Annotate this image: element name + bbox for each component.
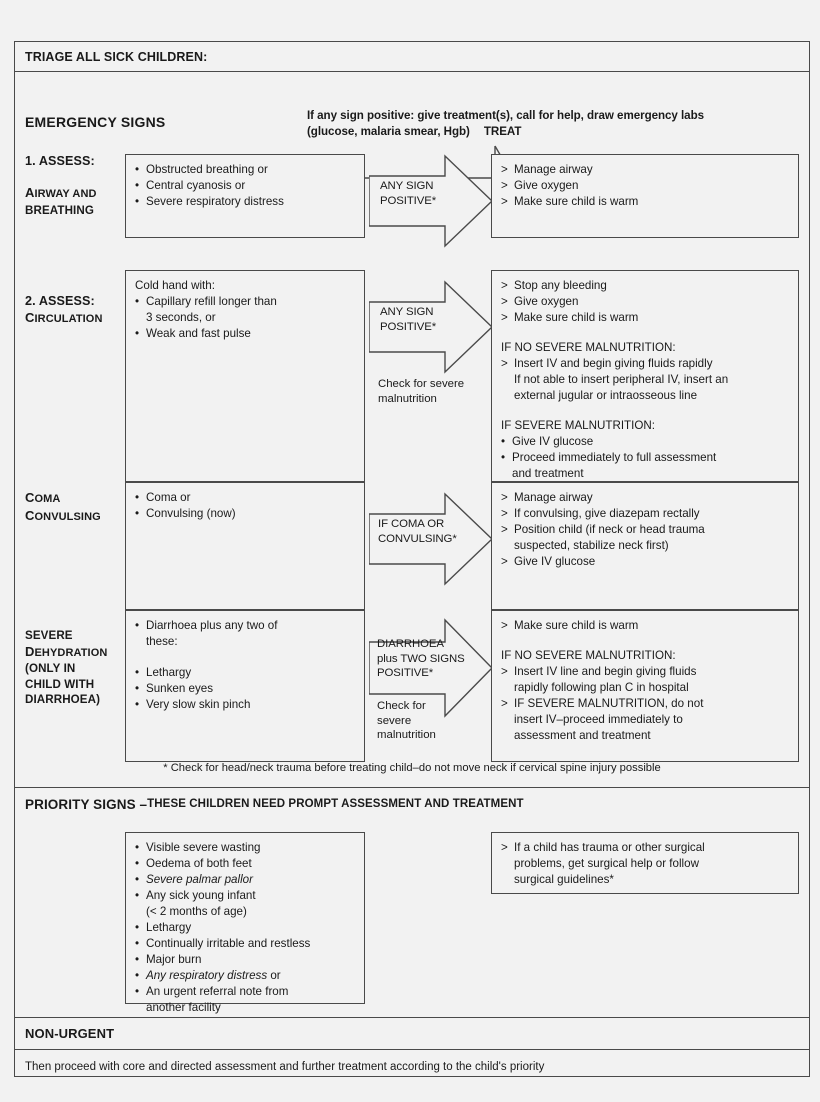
treat-note-line2: (glucose, malaria smear, Hgb) xyxy=(307,124,470,138)
emergency-signs-section xyxy=(15,72,809,788)
airway-treatment-list xyxy=(501,162,790,210)
list-item: • Severe respiratory distress xyxy=(135,194,356,210)
coma-treatment-list xyxy=(501,490,790,570)
list-item: • Major burn xyxy=(135,952,356,968)
list-item: > IF SEVERE MALNUTRITION, do not xyxy=(501,696,790,712)
list-item: > Make sure child is warm xyxy=(501,194,790,210)
list-item: • Central cyanosis or xyxy=(135,178,356,194)
treatment-box-circulation xyxy=(491,270,799,482)
list-item: > If convulsing, give diazepam rectally xyxy=(501,506,790,522)
priority-title-lead: PRIORITY SIGNS – xyxy=(25,796,148,812)
list-item: • Visible severe wasting xyxy=(135,840,356,856)
treatment-box-airway-breathing xyxy=(491,154,799,238)
list-item: rapidly following plan C in hospital xyxy=(514,681,689,694)
list-item: these: xyxy=(146,635,178,648)
priority-title-tail: THESE CHILDREN NEED PROMPT ASSESSMENT AND TREATMENT xyxy=(147,798,524,810)
priority-title-bar xyxy=(15,788,809,820)
arrow-label-any-sign-positive-2: ANY SIGN POSITIVE* xyxy=(380,306,437,333)
signs-box-circulation xyxy=(125,270,365,482)
circulation-no-malnutrition-list xyxy=(501,356,790,404)
priority-signs-section xyxy=(15,788,809,1018)
circulation-signs-list xyxy=(135,294,356,342)
nonurgent-text-row xyxy=(15,1050,809,1084)
row1-label-line3: BREATHING xyxy=(25,203,94,217)
list-item: insert IV–proceed immediately to xyxy=(514,713,683,726)
list-item: (< 2 months of age) xyxy=(146,905,247,918)
list-item: • Oedema of both feet xyxy=(135,856,356,872)
list-item: external jugular or intraosseous line xyxy=(514,389,698,402)
list-item: > Manage airway xyxy=(501,162,790,178)
treatment-box-severe-dehydration xyxy=(491,610,799,762)
signs-box-airway-breathing xyxy=(125,154,365,238)
nonurgent-text: Then proceed with core and directed assessment and further treatment according to the child's priority xyxy=(25,1061,545,1073)
treat-word: TREAT xyxy=(483,124,522,138)
list-item: • Obstructed breathing or xyxy=(135,162,356,178)
circulation-no-malnutrition-heading: IF NO SEVERE MALNUTRITION: xyxy=(501,341,676,354)
list-item: • Convulsing (now) xyxy=(135,506,356,522)
triage-title: TRIAGE ALL SICK CHILDREN: xyxy=(25,49,208,64)
row3-label-line2: CONVULSING xyxy=(25,507,101,523)
row2-number: 2. ASSESS: xyxy=(25,294,95,308)
list-item: • Lethargy xyxy=(135,665,356,681)
list-item: • Sunken eyes xyxy=(135,681,356,697)
row3-label-line1: COMA xyxy=(25,490,61,505)
list-item: > Insert IV line and begin giving fluids xyxy=(501,664,790,680)
row4-label-line1: SEVERE xyxy=(25,629,73,642)
check-malnutrition-note-dehydration: Check for severe malnutrition xyxy=(377,700,436,741)
list-item: > Stop any bleeding xyxy=(501,278,790,294)
row4-label-line3: (ONLY IN xyxy=(25,662,76,675)
priority-signs-box xyxy=(125,832,365,1014)
check-malnutrition-note-circulation: Check for severe malnutrition xyxy=(378,378,465,405)
row-label-severe-dehydration xyxy=(25,628,131,708)
arrow-label-if-coma-or-convulsing: IF COMA OR CONVULSING* xyxy=(378,518,457,545)
row1-label-line2: AIRWAY AND xyxy=(25,185,97,200)
list-item: • Give IV glucose xyxy=(501,434,790,450)
row-label-coma-convulsing xyxy=(25,490,131,525)
list-item: • Very slow skin pinch xyxy=(135,697,356,713)
list-item: If not able to insert peripheral IV, insert an xyxy=(514,373,729,386)
priority-treatment-box xyxy=(491,832,799,894)
row-label-circulation xyxy=(25,294,131,327)
list-item: surgical guidelines* xyxy=(514,873,614,886)
dehydration-signs-list xyxy=(135,618,356,713)
treat-note-line1: If any sign positive: give treatment(s), call for help, draw emergency labs xyxy=(307,109,704,122)
emergency-signs-heading: EMERGENCY SIGNS xyxy=(25,114,166,130)
row4-label-line4: CHILD WITH xyxy=(25,677,95,691)
list-item: > Give IV glucose xyxy=(501,554,790,570)
row-label-airway-breathing xyxy=(25,154,131,218)
list-item: assessment and treatment xyxy=(514,729,651,742)
list-item: • Any sick young infant xyxy=(135,888,356,904)
list-item: • Proceed immediately to full assessment xyxy=(501,450,790,466)
row4-label-line2: DEHYDRATION xyxy=(25,643,108,659)
list-item: • Any respiratory distress or xyxy=(135,968,356,984)
list-item: • Weak and fast pulse xyxy=(135,326,356,342)
list-item: > Give oxygen xyxy=(501,178,790,194)
list-item: > If a child has trauma or other surgical xyxy=(501,840,790,856)
list-item: > Make sure child is warm xyxy=(501,310,790,326)
coma-signs-list xyxy=(135,490,356,522)
treatment-box-coma-convulsing xyxy=(491,482,799,610)
circulation-malnutrition-heading: IF SEVERE MALNUTRITION: xyxy=(501,419,655,432)
list-item: • An urgent referral note from xyxy=(135,984,356,1000)
list-item: > Insert IV and begin giving fluids rapidly xyxy=(501,356,790,372)
signs-box-coma-convulsing xyxy=(125,482,365,610)
row2-label-line2: CIRCULATION xyxy=(25,309,103,325)
list-item: 3 seconds, or xyxy=(146,311,216,324)
list-item: > Manage airway xyxy=(501,490,790,506)
arrow-label-diarrhoea-two-signs-positive: DIARRHOEA plus TWO SIGNS POSITIVE* xyxy=(377,638,465,679)
emergency-footnote: * Check for head/neck trauma before treating child–do not move neck if cervical spine injury possible xyxy=(163,762,661,774)
circulation-treatment-top-list xyxy=(501,278,790,326)
list-item: > Give oxygen xyxy=(501,294,790,310)
list-item: • Lethargy xyxy=(135,920,356,936)
priority-treatment-list xyxy=(501,840,790,888)
dehydration-no-malnutrition-heading: IF NO SEVERE MALNUTRITION: xyxy=(501,649,676,662)
arrow-label-any-sign-positive-1: ANY SIGN POSITIVE* xyxy=(380,180,437,207)
list-item: and treatment xyxy=(512,467,584,480)
list-item: • Diarrhoea plus any two of xyxy=(135,618,356,634)
triage-title-bar xyxy=(15,42,809,72)
list-item: • Severe palmar pallor xyxy=(135,872,356,888)
airway-signs-list xyxy=(135,162,356,210)
priority-signs-list xyxy=(135,840,356,1016)
list-item: problems, get surgical help or follow xyxy=(514,857,699,870)
list-item: • Coma or xyxy=(135,490,356,506)
row4-label-line5: DIARRHOEA) xyxy=(25,693,101,706)
list-item: • Continually irritable and restless xyxy=(135,936,356,952)
circulation-signs-intro: Cold hand with: xyxy=(135,279,215,292)
list-item: > Position child (if neck or head trauma xyxy=(501,522,790,538)
list-item: suspected, stabilize neck first) xyxy=(514,539,669,552)
list-item: another facility xyxy=(146,1001,221,1014)
triage-chart-sheet xyxy=(14,41,810,1077)
list-item: > Make sure child is warm xyxy=(501,618,790,634)
circulation-malnutrition-list xyxy=(501,434,790,482)
nonurgent-title-bar xyxy=(15,1018,809,1050)
dehydration-treatment-top-list xyxy=(501,618,790,634)
dehydration-no-malnutrition-list xyxy=(501,664,790,744)
list-item: • Capillary refill longer than xyxy=(135,294,356,310)
signs-box-severe-dehydration xyxy=(125,610,365,762)
nonurgent-title: NON-URGENT xyxy=(25,1026,115,1041)
row1-number: 1. ASSESS: xyxy=(25,154,95,168)
